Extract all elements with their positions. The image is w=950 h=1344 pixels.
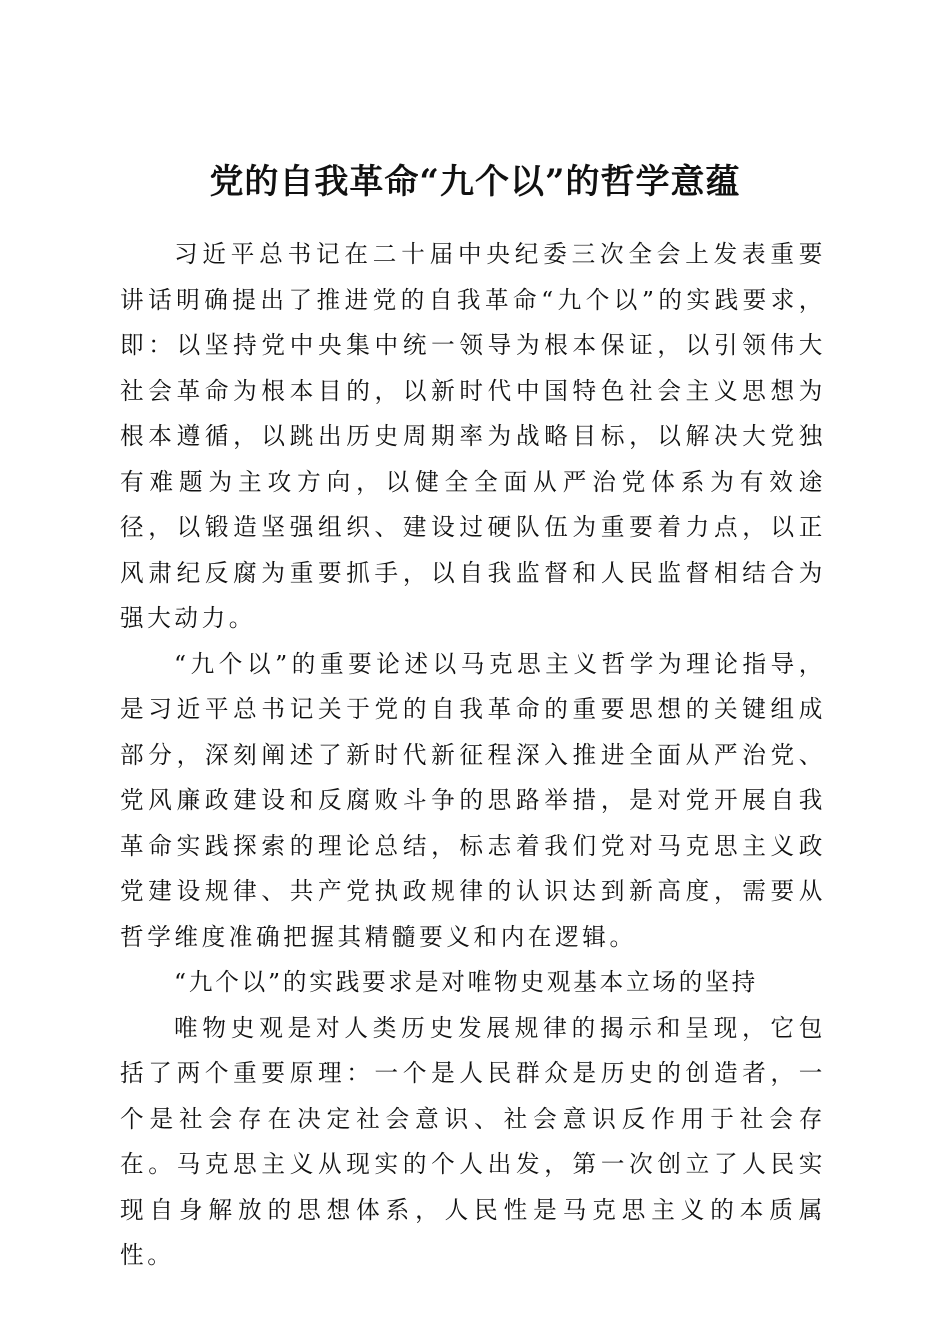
paragraph-2: “九个以”的重要论述以马克思主义哲学为理论指导，是习近平总书记关于党的自我革命的重要思想的关键组成部分，深刻阐述了新时代新征程深入推进全面从严治党、党风廉政建设和反腐败斗争的思路举措，是对党开展自我革命实践探索的理论总结，标志着我们党对马克思主义政党建设规律、共产党执政规律的认识达到新高度，需要从哲学维度准确把握其精髓要义和内在逻辑。 [120, 649, 826, 951]
document-body [120, 232, 826, 1279]
document-title: 党的自我革命“九个以”的哲学意蕴 [209, 161, 741, 202]
paragraph-3: 唯物史观是对人类历史发展规律的揭示和呈现，它包括了两个重要原理：一个是人民群众是历史的创造者，一个是社会存在决定社会意识、社会意识反作用于社会存在。马克思主义从现实的个人出发，第一次创立了人民实现自身解放的思想体系，人民性是马克思主义的本质属性。 [120, 1013, 826, 1269]
section-subheading: “九个以”的实践要求是对唯物史观基本立场的坚持 [174, 968, 758, 996]
paragraph-1: 习近平总书记在二十届中央纪委三次全会上发表重要讲话明确提出了推进党的自我革命“九个以”的实践要求，即：以坚持党中央集中统一领导为根本保证，以引领伟大社会革命为根本目的，以新时代中国特色社会主义思想为根本遵循，以跳出历史周期率为战略目标，以解决大党独有难题为主攻方向，以健全全面从严治党体系为有效途径，以锻造坚强组织、建设过硬队伍为重要着力点，以正风肃纪反腐为重要抓手，以自我监督和人民监督相结合为强大动力。 [120, 240, 826, 632]
